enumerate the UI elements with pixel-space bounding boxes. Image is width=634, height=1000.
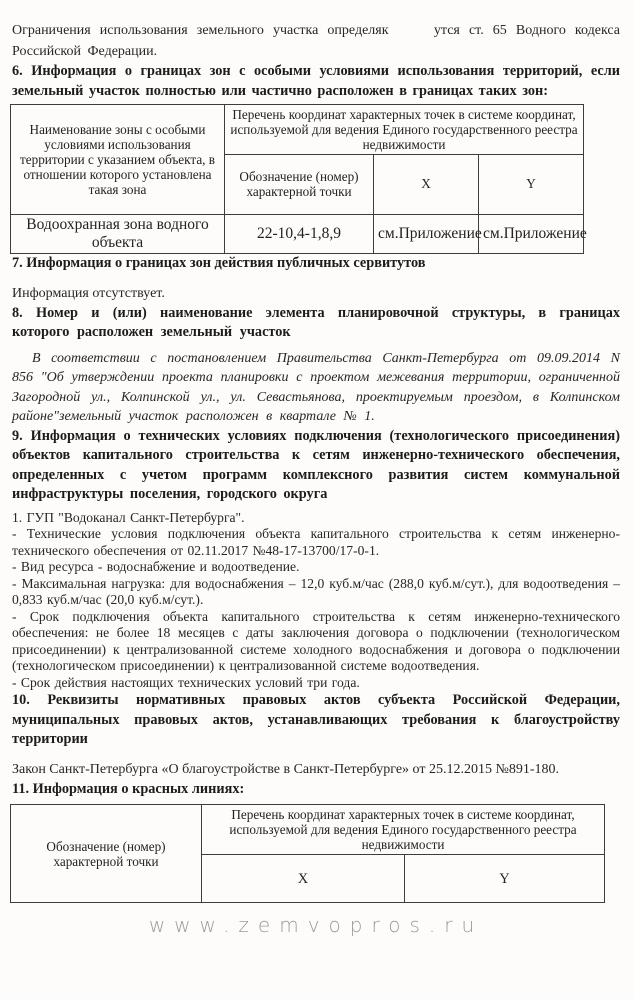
red-lines-table [10, 804, 605, 903]
zones-table-zone-header: Наименование зоны с особыми условиями использования территории с указанием объекта, в отношении которого установлена такая зона [11, 105, 225, 215]
section-7-body: Информация отсутствует. [12, 285, 165, 301]
zones-table-coords-header: Перечень координат характерных точек в системе координат, используемой для ведения Единого государственного реестра недвижимости [225, 105, 584, 155]
zones-table-x-header: X [374, 155, 479, 215]
zone-name-cell: Водоохранная зона водного объекта [11, 215, 225, 254]
section-6-heading: 6. Информация о границах зон с особыми условиями использования территорий, если земельный участок полностью или частично расположен в границах таких зон: [12, 63, 620, 99]
table-row [11, 215, 584, 254]
zone-y-cell: см.Приложение [479, 215, 584, 254]
intro-paragraph: Ограничения использования земельного участка определяк утся ст. 65 Водного кодекса Российской Федерации. [12, 23, 620, 59]
tech-conditions-item: - Максимальная нагрузка: для водоснабжения – 12,0 куб.м/час (288,0 куб.м/сут.), для водоотведения – 0,833 куб.м/час (20,0 куб.м/сут.). [12, 575, 620, 607]
section-11-heading: 11. Информация о красных линиях: [12, 780, 245, 797]
section-10-body: Закон Санкт-Петербурга «О благоустройстве в Санкт-Петербурге» от 25.12.2015 №891-180. [12, 761, 559, 777]
tech-conditions-item: - Срок действия настоящих технических условий три года. [12, 674, 360, 690]
red-lines-coords-header: Перечень координат характерных точек в системе координат, используемой для ведения Единого государственного реестра недвижимости [202, 805, 605, 855]
zones-table-point-header: Обозначение (номер) характерной точки [225, 155, 374, 215]
section-9-heading: 9. Информация о технических условиях подключения (технологического присоединения) объектов капитального строительства к сетям инженерно-технического обеспечения, определенных с учетом программ комплексного развития систем коммунальной инфраструктуры поселения, городского округа [12, 427, 620, 502]
red-lines-point-header: Обозначение (номер) характерной точки [11, 805, 202, 903]
special-zones-table [10, 104, 587, 254]
red-lines-x-header: X [202, 855, 405, 903]
tech-conditions-item: - Срок подключения объекта капитального строительства к сетям инженерно-технического обеспечения: не более 18 месяцев с даты заключения договора о подключении (технологическом присоединении) к централизованной системе холодного водоснабжения и договора о подключении (технологическом присоединении) к централизованной системе водоотведения. [12, 608, 620, 673]
zone-x-cell: см.Приложение [374, 215, 479, 254]
section-8-heading: 8. Номер и (или) наименование элемента планировочной структуры, в границах которого расположен земельный участок [12, 304, 620, 340]
site-watermark: www.zemvopros.ru [148, 913, 484, 937]
section-10-heading: 10. Реквизиты нормативных правовых актов субъекта Российской Федерации, муниципальных правовых актов, устанавливающих требования к благоустройству территории [12, 692, 620, 747]
red-lines-y-header: Y [405, 855, 605, 903]
section-9-items [12, 510, 620, 692]
tech-conditions-item: 1. ГУП "Водоканал Санкт-Петербурга". [12, 509, 245, 525]
zones-table-y-header: Y [479, 155, 584, 215]
zone-point-cell: 22-10,4-1,8,9 [225, 215, 374, 254]
section-7-heading: 7. Информация о границах зон действия публичных сервитутов [12, 255, 426, 271]
tech-conditions-item: - Вид ресурса - водоснабжение и водоотведение. [12, 559, 300, 574]
tech-conditions-item: - Технические условия подключения объекта капитального строительства к сетям инженерно-технического обеспечения от 02.11.2017 №48-17-13700/17-0-1. [12, 526, 620, 558]
section-8-body: В соответствии с постановлением Правительства Санкт-Петербурга от 09.09.2014 N 856 "Об утверждении проекта планировки с проектом межевания территории, ограниченной Загородной ул., Колпинской ул., ул. Севастьянова, проектируемым проездом, в Колпинском районе"земельный участок расположен в квартале № 1. [12, 350, 620, 424]
